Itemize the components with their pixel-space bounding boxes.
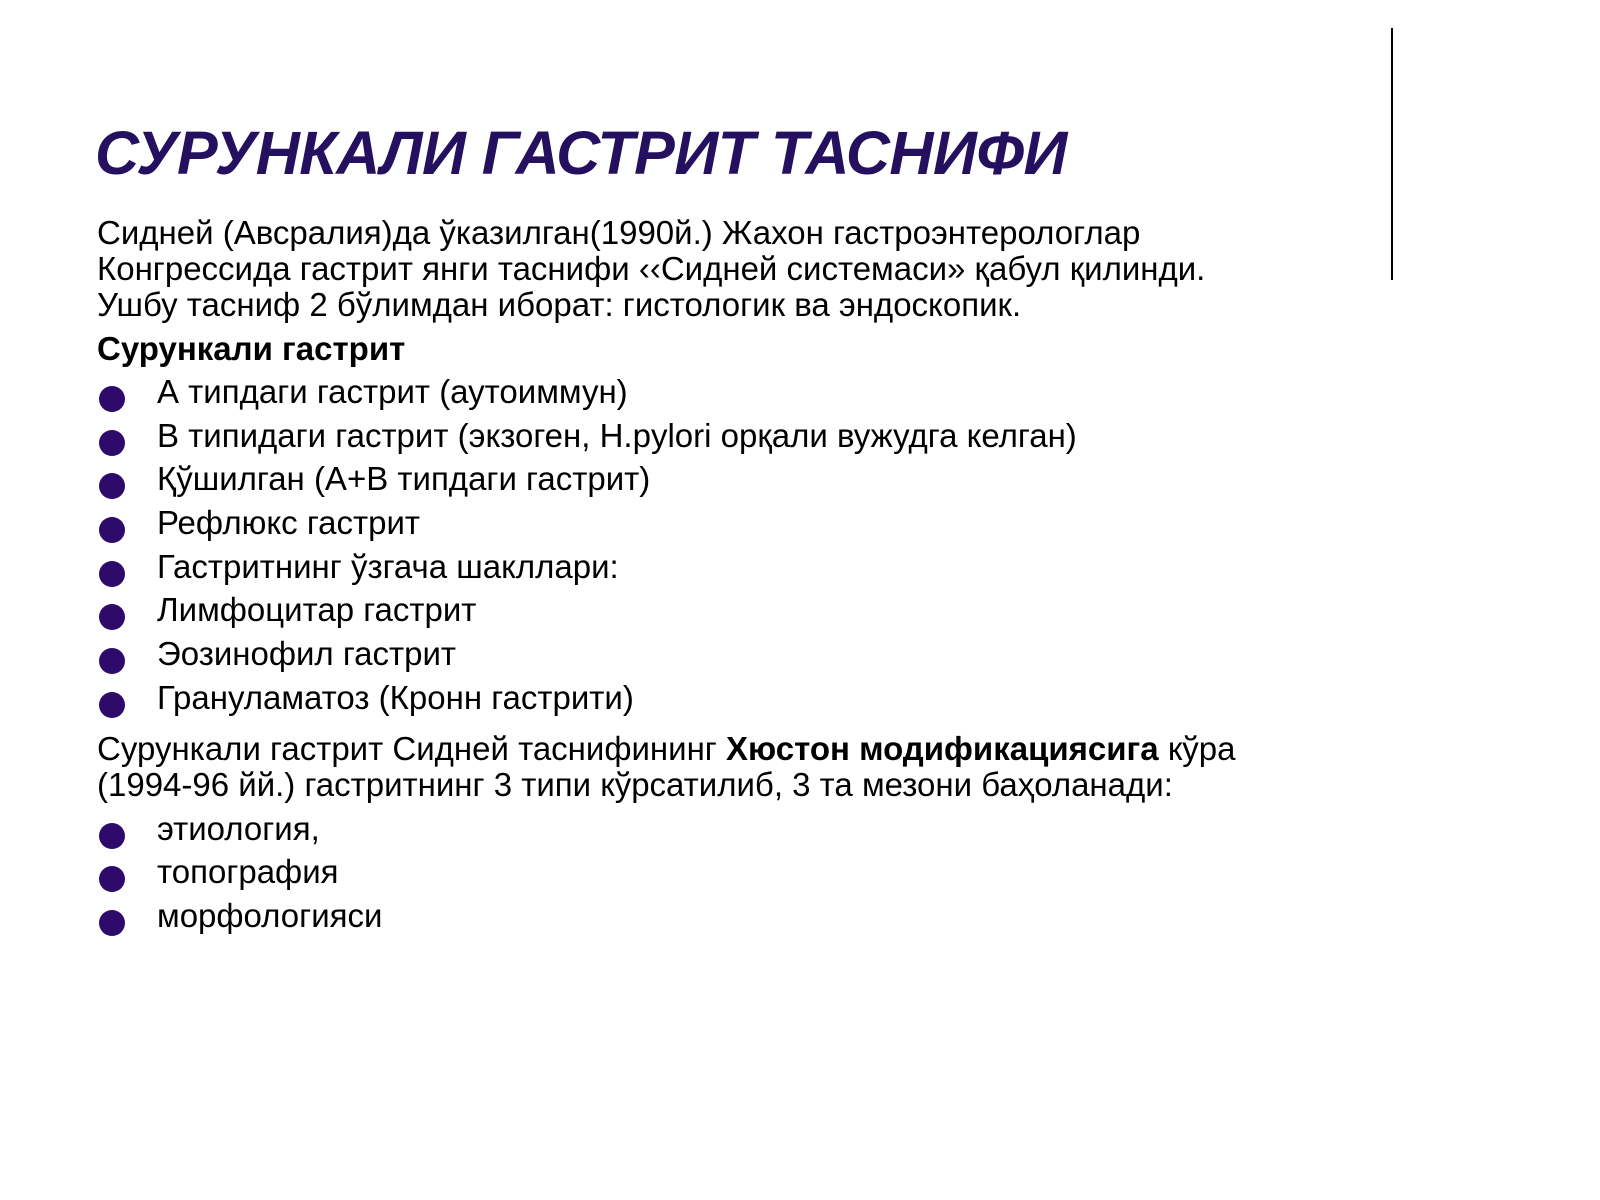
bullet-icon [99, 430, 125, 456]
list-item-text: В типидаги гастрит (экзоген, H.pylori орқали вужудга келган) [157, 416, 1077, 454]
subheading: Сурункали гастрит [97, 330, 406, 367]
intro-line-3: Ушбу тасниф 2 бўлимдан иборат: гистологик ва эндоскопик. [97, 286, 1022, 323]
houston-line-1 [97, 729, 1577, 767]
slide-title: СУРУНКАЛИ ГАСТРИТ ТАСНИФИ [95, 119, 1067, 187]
criteria-list [97, 811, 1577, 942]
list-item-text: Қўшилган (А+В типдаги гастрит) [157, 460, 651, 498]
bullet-icon [99, 561, 125, 587]
list-item [97, 505, 1577, 549]
list-item [97, 898, 1577, 942]
list-item-text: Эозинофил гастрит [157, 635, 457, 673]
slide-body [97, 215, 1577, 949]
list-item-text: этиология, [157, 809, 320, 847]
list-item [97, 592, 1577, 636]
intro-paragraph [97, 215, 1577, 323]
list-item [97, 811, 1577, 855]
list-item [97, 461, 1577, 505]
list-item [97, 549, 1577, 593]
houston-bold-text: Хюстон модификациясига [726, 729, 1159, 767]
list-item [97, 374, 1577, 418]
houston-line-2: (1994-96 йй.) гастритнинг 3 типи кўрсатилиб, 3 та мезони баҳоланади: [97, 765, 1173, 803]
bullet-icon [99, 692, 125, 718]
list-item-text: Грануламатоз (Кронн гастрити) [157, 678, 634, 716]
list-item-text: Гастритнинг ўзгача шакллари: [157, 547, 619, 585]
list-item-text: А типдаги гастрит (аутоиммун) [157, 373, 628, 410]
bullet-icon [99, 386, 125, 412]
list-item [97, 854, 1577, 898]
bullet-icon [99, 910, 125, 936]
bullet-icon [99, 648, 125, 674]
bullet-icon [99, 517, 125, 543]
houston-post-text: кўра [1158, 729, 1236, 767]
houston-paragraph [97, 731, 1577, 803]
list-item [97, 418, 1577, 462]
list-item-text: Лимфоцитар гастрит [157, 591, 477, 629]
houston-pre-text: Сурункали гастрит Сидней таснифининг [97, 729, 727, 767]
list-item-text: Рефлюкс гастрит [157, 504, 421, 542]
bullet-icon [99, 604, 125, 630]
list-item-text: морфологияси [157, 896, 383, 934]
bullet-icon [99, 473, 125, 499]
bullet-icon [99, 823, 125, 849]
list-item-text: топография [157, 853, 339, 891]
list-item [97, 680, 1577, 724]
intro-line-2: Конгрессида гастрит янги таснифи ‹‹Сидней системаси» қабул қилинди. [97, 250, 1206, 287]
gastritis-types-list [97, 374, 1577, 724]
bullet-icon [99, 866, 125, 892]
intro-line-1: Сидней (Авсралия)да ўказилган(1990й.) Жахон гастроэнтерологлар [97, 214, 1141, 251]
list-item [97, 636, 1577, 680]
